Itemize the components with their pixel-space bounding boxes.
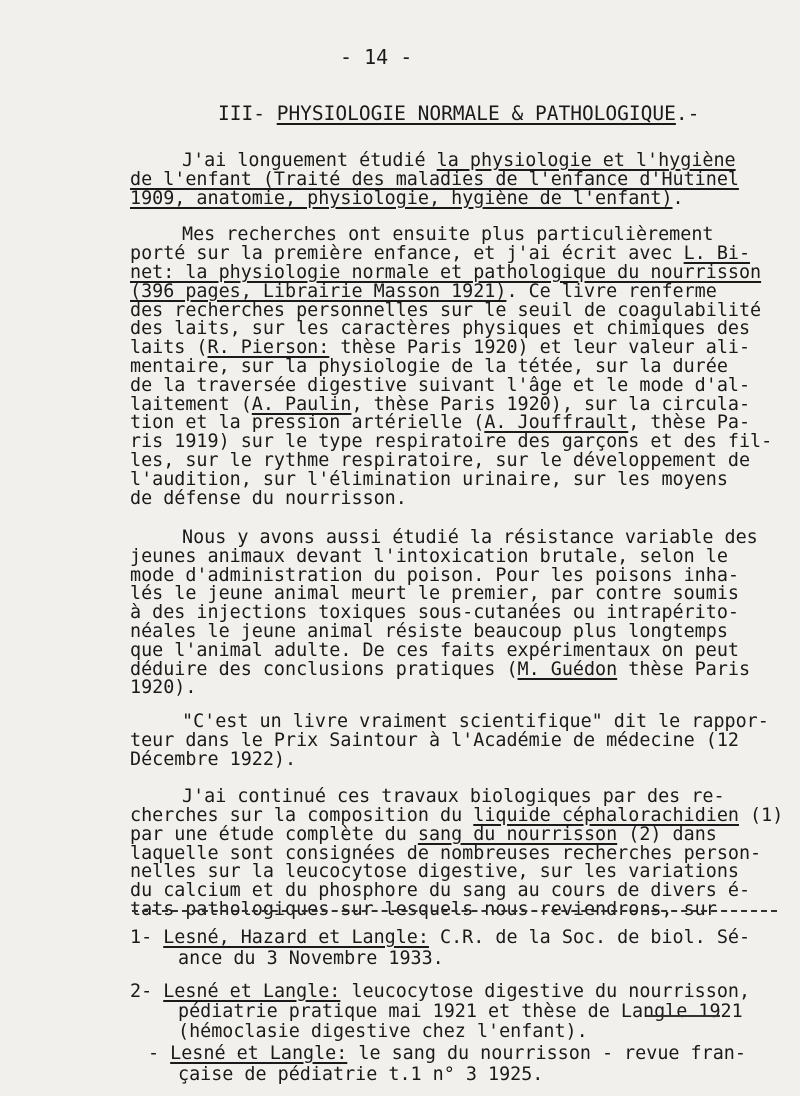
line-text-after: thèse Paris xyxy=(617,659,751,680)
line-text: tion et la pression artérielle ( xyxy=(130,412,485,433)
line-text-after: (2) dans xyxy=(617,824,717,845)
line-text: mode d'administration du poison. Pour les poisons inha- xyxy=(130,565,739,586)
underlined-reference: A. Jouffrault xyxy=(484,412,629,433)
footnote-rule xyxy=(646,1015,720,1017)
line-text: jeunes animaux devant l'intoxication brutale, selon le xyxy=(130,546,728,567)
underlined-reference: de l'enfant (Traité des maladies de l'enfance d'Hutinel xyxy=(130,169,739,190)
text-line xyxy=(130,658,750,681)
line-text: par une étude complète du xyxy=(130,824,418,845)
underlined-reference: Lesné, Hazard et Langle: xyxy=(163,927,429,948)
line-text: J'ai continué ces travaux biologiques par des re- xyxy=(182,786,725,807)
line-text: 1920). xyxy=(130,677,197,698)
footnote-separator xyxy=(132,910,777,912)
line-text: tats pathologiques sur lesquels nous reviendrons, sur xyxy=(130,899,717,920)
underlined-reference: 1909, anatomie, physiologie, hygiène de l'enfant) xyxy=(130,188,673,209)
line-text: à des injections toxiques sous-cutanées ou intrapérito- xyxy=(130,602,739,623)
line-text-after: thèse Paris 1920) et leur valeur ali- xyxy=(329,337,751,358)
footnote-line xyxy=(178,947,444,970)
line-text-after: . Ce livre renferme xyxy=(506,281,717,302)
line-text: pédiatrie pratique mai 1921 et thèse de Langle 1921 xyxy=(178,1001,743,1022)
line-text: que l'animal adulte. De ces faits expérimentaux on peut xyxy=(130,640,739,661)
text-line xyxy=(130,187,684,210)
line-text-after: leucocytose digestive du nourrisson, xyxy=(340,981,751,1002)
footnote-line xyxy=(178,1020,588,1043)
section-title xyxy=(218,102,699,125)
line-text: - xyxy=(148,1043,171,1064)
line-text: çaise de pédiatrie t.1 n° 3 1925. xyxy=(178,1064,544,1085)
section-suffix: .- xyxy=(675,102,700,125)
line-text-after: (1) xyxy=(738,805,784,826)
line-text: de défense du nourrisson. xyxy=(130,488,407,509)
line-text: cherches sur la composition du xyxy=(130,805,474,826)
line-text: laits ( xyxy=(130,337,208,358)
section-heading: PHYSIOLOGIE NORMALE & PATHOLOGIQUE xyxy=(276,102,676,125)
line-text-after: C.R. de la Soc. de biol. Sé- xyxy=(428,927,751,948)
line-text: de la traversée digestive suivant l'âge et le mode d'al- xyxy=(130,375,751,396)
underlined-reference: la physiologie et l'hygiène xyxy=(436,150,736,171)
line-text: laitement ( xyxy=(130,394,252,415)
line-text-after: . xyxy=(672,188,684,209)
text-line xyxy=(130,676,196,699)
underlined-reference: Lesné et Langle: xyxy=(170,1043,348,1064)
line-text: 2- xyxy=(130,981,164,1002)
line-text: Décembre 1922). xyxy=(130,749,297,770)
line-text: l'audition, sur l'élimination urinaire, sur les moyens xyxy=(130,469,728,490)
section-number: III- xyxy=(218,102,277,125)
underlined-reference: M. Guédon xyxy=(517,659,618,680)
line-text: teur dans le Prix Saintour à l'Académie de médecine (12 xyxy=(130,730,739,751)
line-text: "C'est un livre vraiment scientifique" dit le rappor- xyxy=(182,711,769,732)
underlined-reference: sang du nourrisson xyxy=(417,824,618,845)
underlined-reference: net: la physiologie normale et pathologique du nourrisson xyxy=(130,262,762,283)
footnote-line xyxy=(178,1063,543,1086)
line-text: les, sur le rythme respiratoire, sur le développement de xyxy=(130,450,751,471)
page-number: - 14 - xyxy=(340,45,413,69)
underlined-reference: A. Paulin xyxy=(251,394,352,415)
line-text: Nous y avons aussi étudié la résistance variable des xyxy=(182,527,758,548)
line-text: des recherches personnelles sur le seuil de coagulabilité xyxy=(130,300,762,321)
underlined-reference: L. Bi- xyxy=(683,243,751,264)
line-text: des laits, sur les caractères physiques et chimiques des xyxy=(130,318,751,339)
text-line xyxy=(130,487,407,510)
text-line xyxy=(130,748,296,771)
underlined-reference: Lesné et Langle: xyxy=(163,981,341,1002)
line-text: mentaire, sur la physiologie de la tétée, sur la durée xyxy=(130,356,728,377)
line-text: Mes recherches ont ensuite plus particulièrement xyxy=(182,224,714,245)
line-text: du calcium et du phosphore du sang au cours de divers é- xyxy=(130,880,751,901)
line-text: nelles sur la leucocytose digestive, sur les variations xyxy=(130,861,739,882)
underlined-reference: R. Pierson: xyxy=(207,337,330,358)
line-text: déduire des conclusions pratiques ( xyxy=(130,659,518,680)
line-text: ris 1919) sur le type respiratoire des garçons et des fil- xyxy=(130,431,773,452)
line-text-after: , thèse Pa- xyxy=(628,412,751,433)
line-text: laquelle sont consignées de nombreuses recherches person- xyxy=(130,843,762,864)
line-text: porté sur la première enfance, et j'ai écrit avec xyxy=(130,243,684,264)
line-text: 1- xyxy=(130,927,164,948)
line-text: lés le jeune animal meurt le premier, par contre soumis xyxy=(130,583,739,604)
line-text: ance du 3 Novembre 1933. xyxy=(178,948,444,969)
footnote-line xyxy=(130,926,750,949)
line-text-after: le sang du nourrisson - revue fran- xyxy=(347,1043,746,1064)
footnote-line xyxy=(148,1042,746,1065)
line-text-after: , thèse Paris 1920), sur la circula- xyxy=(351,394,751,415)
line-text: J'ai longuement étudié xyxy=(182,150,437,171)
line-text: néales le jeune animal résiste beaucoup plus longtemps xyxy=(130,621,728,642)
underlined-reference: (396 pages, Librairie Masson 1921) xyxy=(130,281,507,302)
line-text: (hémoclasie digestive chez l'enfant). xyxy=(178,1021,588,1042)
underlined-reference: liquide céphalorachidien xyxy=(473,805,739,826)
